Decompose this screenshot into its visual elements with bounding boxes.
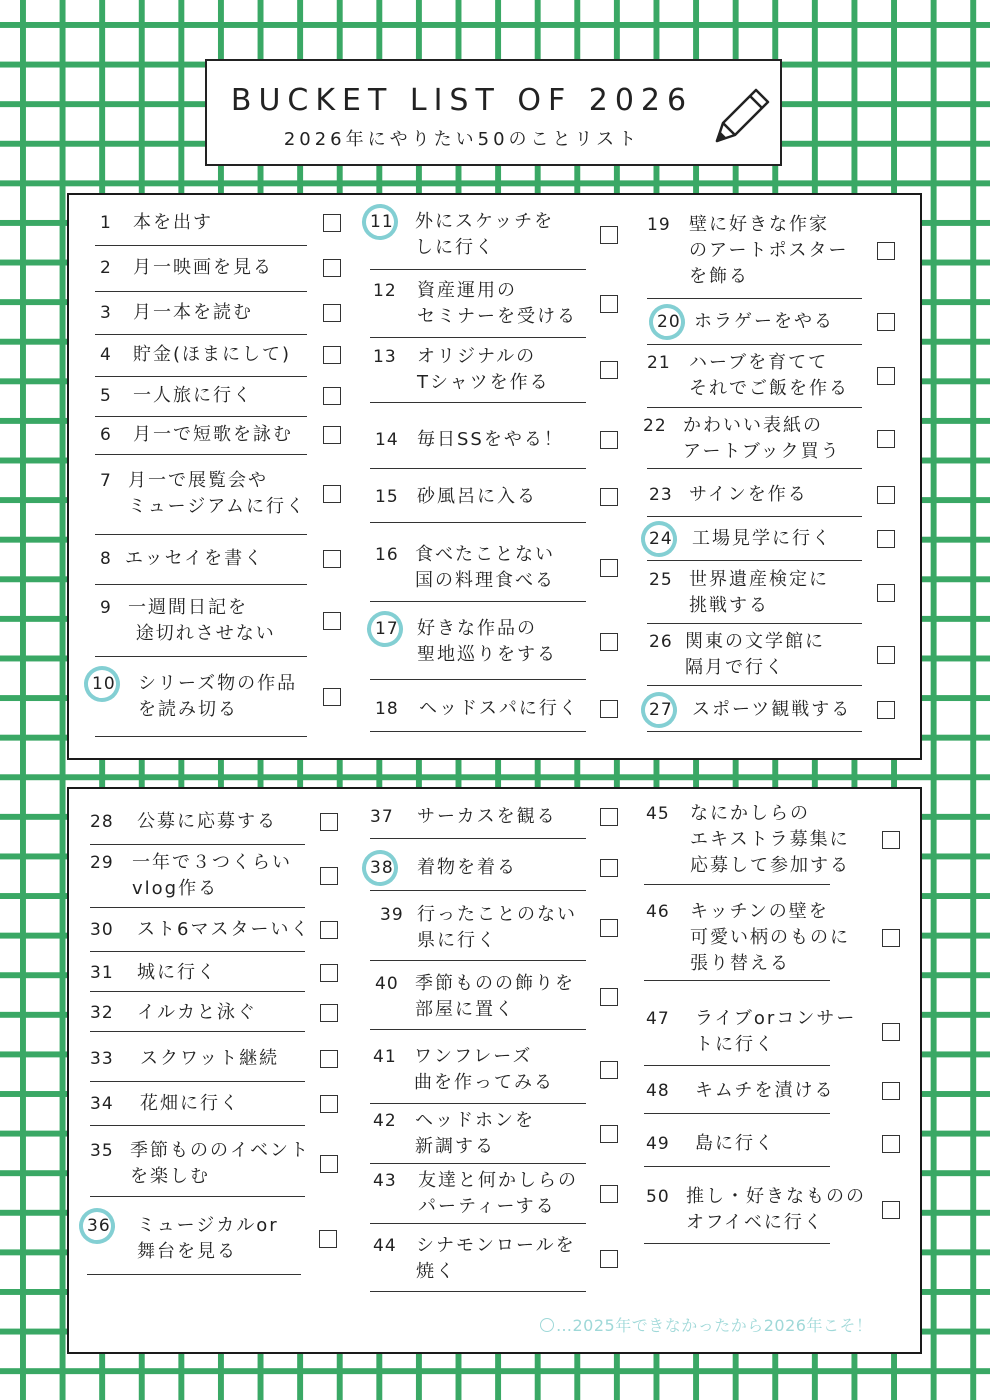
item-number: 15 <box>375 487 399 507</box>
item-checkbox[interactable] <box>600 919 618 937</box>
item-text: 貯金(ほまにして) <box>133 344 292 365</box>
item-checkbox[interactable] <box>600 295 618 313</box>
list-item <box>95 295 307 335</box>
item-text: なにかしらの エキストラ募集に 応募して参加する <box>690 803 850 876</box>
item-checkbox[interactable] <box>882 831 900 849</box>
page-subtitle: 2026年にやりたい50のことリスト <box>283 129 641 150</box>
item-number: 37 <box>370 807 394 827</box>
list-item <box>90 958 305 992</box>
item-checkbox[interactable] <box>882 929 900 947</box>
item-number: 46 <box>646 902 670 922</box>
item-checkbox[interactable] <box>882 1082 900 1100</box>
item-checkbox[interactable] <box>323 612 341 630</box>
item-checkbox[interactable] <box>877 242 895 260</box>
item-checkbox[interactable] <box>323 550 341 568</box>
list-item <box>370 1230 586 1292</box>
footer-note <box>540 1313 872 1336</box>
item-number: 7 <box>100 471 112 491</box>
list-item <box>92 661 307 737</box>
list-item <box>95 537 307 585</box>
item-text: 資産運用の セミナーを受ける <box>417 280 577 327</box>
item-text: 関東の文学館に 隔月で行く <box>685 631 825 678</box>
list-item <box>647 628 862 686</box>
item-text: 行ったことのない 県に行く <box>417 904 577 951</box>
item-checkbox[interactable] <box>600 700 618 718</box>
list-item <box>370 899 586 961</box>
list-item <box>370 415 586 469</box>
item-number: 5 <box>100 386 112 406</box>
list-item <box>647 207 862 299</box>
item-text: 月一映画を見る <box>133 257 273 278</box>
item-number: 47 <box>646 1009 670 1029</box>
list-item <box>647 303 862 345</box>
list-item <box>370 849 586 891</box>
item-checkbox[interactable] <box>877 646 895 664</box>
item-number: 31 <box>90 963 114 983</box>
list-item <box>370 341 586 403</box>
list-item <box>644 799 850 885</box>
item-checkbox[interactable] <box>323 426 341 444</box>
item-text: シナモンロールを 焼く <box>416 1235 576 1282</box>
item-number: 36 <box>87 1216 111 1236</box>
item-number: 30 <box>90 920 114 940</box>
item-number: 16 <box>375 545 399 565</box>
list-item <box>647 348 862 408</box>
item-text: 月一で短歌を詠む <box>133 424 293 445</box>
item-checkbox[interactable] <box>323 485 341 503</box>
item-text: スポーツ観戦する <box>692 699 852 720</box>
item-number: 19 <box>647 215 671 235</box>
item-number: 44 <box>373 1236 397 1256</box>
list-item <box>370 799 586 839</box>
item-checkbox[interactable] <box>320 1155 338 1173</box>
footer-note-text: …2025年できなかったから2026年こそ！ <box>556 1316 873 1335</box>
item-number: 32 <box>90 1003 114 1023</box>
item-text: キムチを漬ける <box>695 1080 835 1101</box>
item-checkbox[interactable] <box>320 921 338 939</box>
item-number: 48 <box>646 1081 670 1101</box>
list-item <box>90 912 311 952</box>
item-checkbox[interactable] <box>600 488 618 506</box>
item-number: 23 <box>649 485 673 505</box>
list-item <box>95 419 307 455</box>
list-item <box>95 248 307 292</box>
list-item <box>647 566 862 624</box>
item-checkbox[interactable] <box>320 1050 338 1068</box>
item-text: 一人旅に行く <box>133 385 253 406</box>
item-number: 28 <box>90 812 114 832</box>
item-text: 工場見学に行く <box>692 528 832 549</box>
item-checkbox[interactable] <box>877 530 895 548</box>
item-text: 月一で展覧会や ミュージアムに行く <box>128 470 307 517</box>
item-text: 外にスケッチを しに行く <box>415 211 555 258</box>
item-text: 一週間日記を 途切れさせない <box>128 597 276 644</box>
circle-mark-icon <box>540 1318 554 1332</box>
item-checkbox[interactable] <box>600 988 618 1006</box>
item-checkbox[interactable] <box>320 1004 338 1022</box>
item-checkbox[interactable] <box>600 431 618 449</box>
item-number: 42 <box>373 1111 397 1131</box>
item-number: 33 <box>90 1049 114 1069</box>
item-number: 39 <box>380 905 404 925</box>
item-number: 18 <box>375 699 399 719</box>
item-text: ワンフレーズ 曲を作ってみる <box>414 1046 554 1093</box>
item-text: 好きな作品の 聖地巡りをする <box>417 618 557 665</box>
list-item <box>95 379 307 417</box>
item-checkbox[interactable] <box>323 214 341 232</box>
item-number: 29 <box>90 853 114 873</box>
item-text: 砂風呂に入る <box>417 486 537 507</box>
item-checkbox[interactable] <box>320 1095 338 1113</box>
item-checkbox[interactable] <box>877 313 895 331</box>
list-item <box>644 1125 830 1167</box>
page-title: BUCKET LIST OF 2026 <box>230 83 694 118</box>
list-item <box>95 337 307 377</box>
item-checkbox[interactable] <box>600 1250 618 1268</box>
item-number: 38 <box>370 858 394 878</box>
item-checkbox[interactable] <box>323 688 341 706</box>
item-checkbox[interactable] <box>600 808 618 826</box>
list-item <box>90 848 305 908</box>
item-checkbox[interactable] <box>600 1061 618 1079</box>
item-text: 花畑に行く <box>140 1093 240 1114</box>
item-number: 17 <box>375 619 399 639</box>
item-number: 24 <box>649 529 673 549</box>
list-item <box>644 1180 866 1244</box>
list-item <box>644 1072 835 1114</box>
item-text: 季節もののイベント を楽しむ <box>130 1140 310 1187</box>
item-text: 友達と何かしらの パーティーする <box>418 1170 578 1217</box>
list-item <box>370 274 586 338</box>
item-text: かわいい表紙の アートブック買う <box>683 415 841 462</box>
list-item <box>370 690 586 732</box>
item-number: 10 <box>92 674 116 694</box>
item-checkbox[interactable] <box>323 259 341 277</box>
list-item <box>90 998 305 1032</box>
item-checkbox[interactable] <box>600 1185 618 1203</box>
list-item <box>370 475 586 523</box>
item-text: キッチンの壁を 可愛い柄のものに 張り替える <box>690 901 850 974</box>
item-checkbox[interactable] <box>323 387 341 405</box>
list-item <box>370 538 586 602</box>
list-item <box>647 477 862 517</box>
list-item <box>370 1168 586 1224</box>
item-text: ミュージカルor 舞台を見る <box>137 1215 279 1262</box>
list-item <box>90 1086 305 1126</box>
item-number: 8 <box>100 549 112 569</box>
item-number: 50 <box>646 1187 670 1207</box>
item-number: 13 <box>373 347 397 367</box>
item-checkbox[interactable] <box>600 633 618 651</box>
item-text: シリーズ物の作品 を読み切る <box>138 673 298 720</box>
item-checkbox[interactable] <box>320 964 338 982</box>
item-text: スト6マスターいく <box>137 919 311 940</box>
item-number: 6 <box>100 425 112 445</box>
item-number: 22 <box>643 416 667 436</box>
item-number: 9 <box>100 598 112 618</box>
item-text: ヘッドスパに行く <box>419 698 579 719</box>
list-item <box>370 1108 586 1164</box>
list-item <box>643 413 862 469</box>
item-text: 推し・好きなものの オフイベに行く <box>686 1186 866 1233</box>
item-number: 14 <box>375 430 399 450</box>
list-item <box>370 1040 586 1104</box>
item-text: サインを作る <box>689 484 808 505</box>
item-number: 11 <box>370 212 394 232</box>
item-number: 40 <box>375 974 399 994</box>
item-text: オリジナルの Tシャツを作る <box>417 346 550 393</box>
item-number: 43 <box>373 1171 397 1191</box>
item-checkbox[interactable] <box>320 867 338 885</box>
item-checkbox[interactable] <box>600 859 618 877</box>
item-text: 月一本を読む <box>133 302 253 323</box>
item-checkbox[interactable] <box>877 584 895 602</box>
item-number: 12 <box>373 281 397 301</box>
item-text: エッセイを書く <box>125 548 265 569</box>
item-checkbox[interactable] <box>882 1135 900 1153</box>
item-number: 3 <box>100 303 112 323</box>
item-number: 49 <box>646 1134 670 1154</box>
item-checkbox[interactable] <box>877 701 895 719</box>
item-checkbox[interactable] <box>600 226 618 244</box>
item-text: 本を出す <box>133 212 213 233</box>
list-item <box>95 457 307 535</box>
item-number: 25 <box>649 570 673 590</box>
item-number: 35 <box>90 1141 114 1161</box>
list-item <box>87 1207 301 1275</box>
list-item <box>90 1040 305 1082</box>
item-number: 4 <box>100 345 112 365</box>
item-number: 27 <box>649 700 673 720</box>
list-item <box>90 803 305 845</box>
list-item <box>370 968 586 1030</box>
list-item <box>644 899 850 981</box>
item-checkbox[interactable] <box>319 1230 337 1248</box>
list-item <box>95 204 307 246</box>
item-text: 毎日SSをやる！ <box>417 429 564 450</box>
list-item <box>370 608 586 680</box>
title-box <box>205 59 782 166</box>
item-checkbox[interactable] <box>600 1125 618 1143</box>
item-checkbox[interactable] <box>600 361 618 379</box>
item-checkbox[interactable] <box>877 430 895 448</box>
item-text: ホラゲーをやる <box>694 311 834 332</box>
item-number: 26 <box>649 632 673 652</box>
item-text: ライブorコンサー トに行く <box>695 1008 857 1055</box>
list-item <box>90 1135 310 1197</box>
item-number: 2 <box>100 258 112 278</box>
item-text: ハーブを育てて それでご飯を作る <box>689 352 849 399</box>
item-number: 34 <box>90 1094 114 1114</box>
pencil-icon <box>709 83 775 149</box>
item-checkbox[interactable] <box>323 304 341 322</box>
item-text: 公募に応募する <box>137 811 277 832</box>
item-checkbox[interactable] <box>600 559 618 577</box>
item-text: 着物を着る <box>417 857 517 878</box>
item-text: ヘッドホンを 新調する <box>415 1110 535 1157</box>
item-number: 20 <box>657 312 681 332</box>
list-item <box>370 204 586 270</box>
highlight-circle-icon <box>644 299 690 345</box>
item-number: 45 <box>646 804 670 824</box>
item-text: 食べたことない 国の料理食べる <box>415 544 555 591</box>
item-text: サーカスを観る <box>417 806 557 827</box>
list-item <box>644 1002 857 1066</box>
item-number: 41 <box>373 1047 397 1067</box>
item-checkbox[interactable] <box>882 1201 900 1219</box>
item-text: イルカと泳ぐ <box>137 1002 257 1023</box>
item-text: 世界遺産検定に 挑戦する <box>689 569 829 616</box>
item-checkbox[interactable] <box>877 486 895 504</box>
item-checkbox[interactable] <box>877 367 895 385</box>
list-item <box>647 692 862 732</box>
item-checkbox[interactable] <box>882 1023 900 1041</box>
item-text: 城に行く <box>137 962 217 983</box>
item-text: 島に行く <box>695 1133 775 1154</box>
item-checkbox[interactable] <box>320 813 338 831</box>
item-text: 一年で３つくらい vlog作る <box>132 852 292 899</box>
item-text: 季節ものの飾りを 部屋に置く <box>415 973 575 1020</box>
item-text: スクワット継続 <box>140 1048 280 1069</box>
list-item <box>95 589 307 657</box>
item-checkbox[interactable] <box>323 346 341 364</box>
list-item <box>647 521 862 561</box>
item-text: 壁に好きな作家 のアートポスター を飾る <box>689 214 849 287</box>
item-number: 21 <box>647 353 671 373</box>
item-number: 1 <box>100 213 112 233</box>
